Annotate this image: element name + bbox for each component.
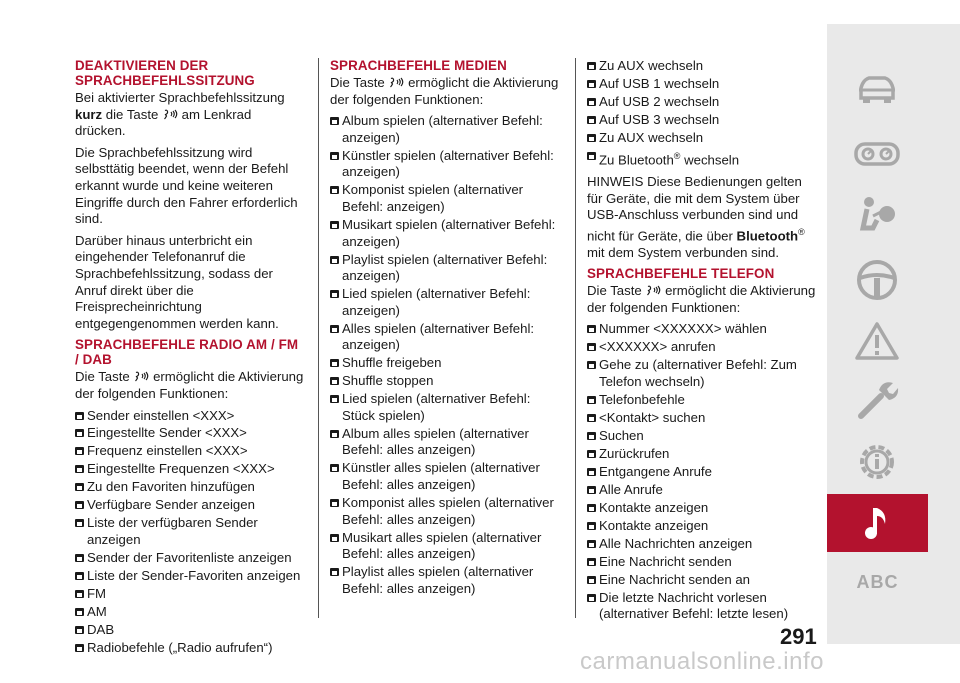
text: Zu Bluetooth <box>599 152 674 168</box>
list-item: Frequenz einstellen <XXX> <box>75 443 305 460</box>
phone-command-list <box>587 321 819 623</box>
watermark: carmanualsonline.info <box>580 648 824 675</box>
source-command-list <box>587 58 819 147</box>
list-item: Shuffle freigeben <box>330 355 566 372</box>
list-item: Lied spielen (alternativer Befehl: anzeigen) <box>330 286 566 319</box>
list-item: Musikart spielen (alternativer Befehl: anzeigen) <box>330 217 566 250</box>
list-item: Radiobefehle („Radio aufrufen“) <box>75 640 305 657</box>
car-icon[interactable] <box>853 68 901 116</box>
text: ermöglicht die Aktivierung der folgenden Funktionen: <box>330 75 559 107</box>
column-middle <box>330 58 566 599</box>
list-item: Eingestellte Frequenzen <XXX> <box>75 461 305 478</box>
heading-phone: SPRACHBEFEHLE TELEFON <box>587 266 775 282</box>
media-command-list <box>330 113 566 597</box>
text: HINWEIS Diese Bedienungen gelten für Geräte, die mit dem System über USB-Anschluss verbunden sind und nicht für Geräte, die über <box>587 173 802 244</box>
airbag-safety-icon[interactable] <box>853 192 901 240</box>
paragraph-deactivate <box>75 90 305 140</box>
list-item: Suchen <box>587 428 819 445</box>
list-item: Auf USB 2 wechseln <box>587 94 819 111</box>
list-item: Playlist alles spielen (alternativer Befehl: alles anzeigen) <box>330 564 566 597</box>
list-item: Gehe zu (alternativer Befehl: Zum Telefon wechseln) <box>587 357 819 390</box>
paragraph-media-intro <box>330 75 566 108</box>
list-item: Alle Nachrichten anzeigen <box>587 536 819 553</box>
text: wechseln <box>680 152 740 168</box>
list-item: Eine Nachricht senden an <box>587 572 819 589</box>
list-item: DAB <box>75 622 305 639</box>
list-item: Sender einstellen <XXX> <box>75 408 305 425</box>
list-item: Kontakte anzeigen <box>587 518 819 535</box>
list-item: Liste der verfügbaren Sender anzeigen <box>75 515 305 548</box>
list-item: Alle Anrufe <box>587 482 819 499</box>
list-item: Lied spielen (alternativer Befehl: Stück spielen) <box>330 391 566 424</box>
list-item: Sender der Favoritenliste anzeigen <box>75 550 305 567</box>
list-item <box>587 148 819 169</box>
registered-mark: ® <box>798 226 805 237</box>
radio-command-list <box>75 408 305 657</box>
list-item: Zu AUX wechseln <box>587 58 819 75</box>
multimedia-tab-active[interactable] <box>827 494 928 552</box>
paragraph-auto-end: Die Sprachbefehlssitzung wird selbsttätig beendet, wenn der Befehl erkannt wurde und keine weiteren Eingriffe durch den Fahrer erforderlich sind. <box>75 144 298 227</box>
list-item: Zurückrufen <box>587 446 819 463</box>
text: ermöglicht die Aktivierung der folgenden Funktionen: <box>587 283 816 315</box>
list-item: Künstler spielen (alternativer Befehl: anzeigen) <box>330 148 566 181</box>
text: mit dem System verbunden sind. <box>587 244 780 260</box>
list-item: Album alles spielen (alternativer Befehl: alles anzeigen) <box>330 426 566 459</box>
chapter-sidebar <box>827 24 960 644</box>
list-item: Entgangene Anrufe <box>587 464 819 481</box>
list-item: <Kontakt> suchen <box>587 410 819 427</box>
voice-command-icon <box>162 108 178 119</box>
warning-triangle-icon[interactable] <box>853 318 901 366</box>
steering-wheel-icon[interactable] <box>853 256 901 304</box>
registered-mark: ® <box>673 150 681 161</box>
heading-deactivate: DEAKTIVIEREN DER SPRACHBEFEHLSSITZUNG <box>75 58 255 88</box>
list-item: Liste der Sender-Favoriten anzeigen <box>75 568 305 585</box>
voice-command-icon <box>388 76 404 87</box>
note-paragraph <box>587 174 819 261</box>
list-item: Komponist alles spielen (alternativer Befehl: alles anzeigen) <box>330 495 566 528</box>
list-item: Eine Nachricht senden <box>587 554 819 571</box>
list-item: Album spielen (alternativer Befehl: anzeigen) <box>330 113 566 146</box>
list-item: Telefonbefehle <box>587 392 819 409</box>
list-item: Komponist spielen (alternativer Befehl: anzeigen) <box>330 182 566 215</box>
voice-command-icon <box>645 284 661 295</box>
list-item: Zu den Favoriten hinzufügen <box>75 479 305 496</box>
heading-media: SPRACHBEFEHLE MEDIEN <box>330 58 507 73</box>
index-abc-tab[interactable]: ABC <box>856 572 899 592</box>
list-item: FM <box>75 586 305 603</box>
list-item: Künstler alles spielen (alternativer Befehl: alles anzeigen) <box>330 460 566 493</box>
text: Die Taste <box>330 75 389 90</box>
text: Die Taste <box>587 283 646 299</box>
list-item: Shuffle stoppen <box>330 373 566 390</box>
list-item: Auf USB 1 wechseln <box>587 76 819 93</box>
paragraph-radio-intro <box>75 369 305 402</box>
list-item: Nummer <XXXXXX> wählen <box>587 321 819 338</box>
text: am Lenkrad drücken. <box>75 106 252 139</box>
list-item: <XXXXXX> anrufen <box>587 339 819 356</box>
wrench-icon[interactable] <box>853 376 901 424</box>
text: Die Taste <box>75 369 134 385</box>
list-item: Zu AUX wechseln <box>587 130 819 147</box>
instrument-cluster-icon[interactable] <box>853 130 901 178</box>
paragraph-phone-intro <box>587 283 819 316</box>
paragraph-phone-interrupt: Darüber hinaus unterbricht ein eingehender Telefonanruf die Sprachbefehlssitzung, sodass der Anruf direkt über die Freisprecheinrichtung entgegengenommen werden kann. <box>75 232 279 331</box>
list-item: Die letzte Nachricht vorlesen (alternativer Befehl: letzte lesen) <box>587 590 819 623</box>
column-right <box>587 58 819 624</box>
list-item: AM <box>75 604 305 621</box>
text: Bei aktivierter Sprachbefehlssitzung <box>75 90 285 105</box>
heading-radio: SPRACHBEFEHLE RADIO AM / FM / DAB <box>75 337 299 368</box>
voice-command-icon <box>133 370 149 381</box>
list-item: Kontakte anzeigen <box>587 500 819 517</box>
list-item: Eingestellte Sender <XXX> <box>75 425 305 442</box>
list-item: Playlist spielen (alternativer Befehl: anzeigen) <box>330 252 566 285</box>
list-item: Musikart alles spielen (alternativer Befehl: alles anzeigen) <box>330 530 566 563</box>
bold-text: kurz <box>75 106 103 122</box>
list-item: Alles spielen (alternativer Befehl: anzeigen) <box>330 321 566 354</box>
text: die Taste <box>102 106 162 122</box>
column-divider <box>575 58 576 618</box>
music-note-icon <box>827 494 928 552</box>
bold-text: Bluetooth <box>736 228 799 244</box>
column-left <box>75 58 305 658</box>
info-gear-icon[interactable] <box>853 438 901 486</box>
column-divider <box>318 58 319 618</box>
page-number: 291 <box>780 624 817 649</box>
list-item: Verfügbare Sender anzeigen <box>75 497 305 514</box>
text: ermöglicht die Aktivierung der folgenden Funktionen: <box>75 369 304 401</box>
list-item: Auf USB 3 wechseln <box>587 112 819 129</box>
